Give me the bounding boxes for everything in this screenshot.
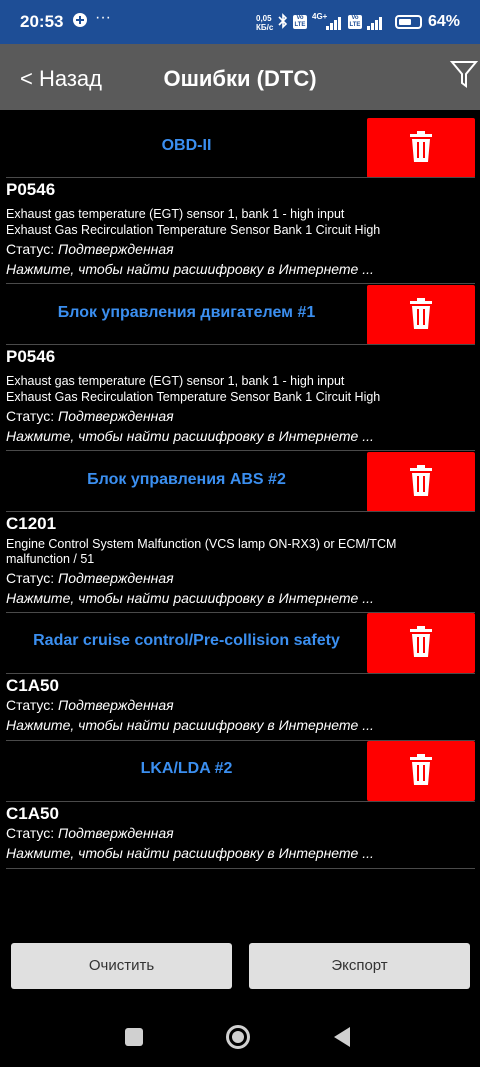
dtc-code: P0546 xyxy=(6,347,56,366)
dtc-description: Exhaust Gas Recirculation Temperature Sensor Bank 1 Circuit High xyxy=(6,390,381,404)
search-online-link[interactable]: Нажмите, чтобы найти расшифровку в Интернете ... xyxy=(6,717,374,733)
dtc-status: Статус: Подтвержденная xyxy=(6,825,174,841)
divider xyxy=(6,283,475,284)
dtc-description: Exhaust Gas Recirculation Temperature Sensor Bank 1 Circuit High xyxy=(6,223,381,237)
trash-icon xyxy=(409,754,433,786)
volte-icon-2: Vo LTE xyxy=(349,15,361,28)
delete-button[interactable] xyxy=(367,118,475,178)
filter-icon[interactable] xyxy=(448,58,480,98)
search-online-link[interactable]: Нажмите, чтобы найти расшифровку в Интернете ... xyxy=(6,845,374,861)
dtc-description: Exhaust gas temperature (EGT) sensor 1, bank 1 - high input xyxy=(6,207,345,221)
status-bar xyxy=(0,0,480,44)
trash-icon xyxy=(409,626,433,658)
divider xyxy=(6,511,475,512)
dtc-code: C1201 xyxy=(6,514,57,533)
dtc-code: P0546 xyxy=(6,180,56,199)
bluetooth-icon xyxy=(278,13,288,32)
clear-button[interactable]: Очистить xyxy=(11,943,232,989)
dtc-status: Статус: Подтвержденная xyxy=(6,697,174,713)
dtc-status: Статус: Подтвержденная xyxy=(6,570,174,586)
recents-button[interactable] xyxy=(125,1028,143,1046)
net-speed: 0,05 КБ/с xyxy=(256,14,274,32)
system-back-button[interactable] xyxy=(334,1027,350,1047)
home-button[interactable] xyxy=(226,1025,250,1049)
dtc-description: Exhaust gas temperature (EGT) sensor 1, bank 1 - high input xyxy=(6,374,345,388)
divider xyxy=(6,801,475,802)
dtc-code: C1A50 xyxy=(6,804,59,823)
trash-icon xyxy=(409,298,433,330)
signal-icon xyxy=(326,16,344,30)
group-header xyxy=(6,285,475,345)
app-notification-icon xyxy=(72,12,88,31)
group-header xyxy=(6,118,475,178)
signal-icon-2 xyxy=(367,16,385,30)
dtc-description: Engine Control System Malfunction (VCS lamp ON-RX3) or ECM/TCM xyxy=(6,537,397,551)
group-header xyxy=(6,613,475,673)
trash-icon xyxy=(409,465,433,497)
search-online-link[interactable]: Нажмите, чтобы найти расшифровку в Интернете ... xyxy=(6,428,374,444)
delete-button[interactable] xyxy=(367,741,475,801)
system-nav-bar xyxy=(0,1010,480,1067)
search-online-link[interactable]: Нажмите, чтобы найти расшифровку в Интернете ... xyxy=(6,590,374,606)
delete-button[interactable] xyxy=(367,613,475,673)
export-button[interactable]: Экспорт xyxy=(249,943,470,989)
trash-icon xyxy=(409,131,433,163)
page-title: Ошибки (DTC) xyxy=(163,66,317,91)
divider xyxy=(6,868,475,869)
group-title: OBD-II xyxy=(161,137,212,154)
back-button[interactable]: < Назад xyxy=(20,66,102,91)
app-bar xyxy=(0,44,480,110)
status-time: 20:53 xyxy=(20,12,64,31)
group-title: Radar cruise control/Pre-collision safety xyxy=(33,632,340,649)
divider xyxy=(6,450,475,451)
group-title: Блок управления ABS #2 xyxy=(87,471,286,488)
group-header xyxy=(6,452,475,512)
delete-button[interactable] xyxy=(367,285,475,345)
divider xyxy=(6,344,475,345)
delete-button[interactable] xyxy=(367,452,475,512)
net-type: 4G+ xyxy=(312,12,328,21)
more-notifications-icon: ··· xyxy=(95,9,111,26)
group-title: Блок управления двигателем #1 xyxy=(57,304,316,321)
volte-icon: Vo LTE xyxy=(294,15,306,28)
search-online-link[interactable]: Нажмите, чтобы найти расшифровку в Интернете ... xyxy=(6,261,374,277)
dtc-status: Статус: Подтвержденная xyxy=(6,241,174,257)
group-header xyxy=(6,741,475,801)
battery-icon xyxy=(395,15,422,29)
divider xyxy=(6,673,475,674)
dtc-code: C1A50 xyxy=(6,676,59,695)
dtc-description: malfunction / 51 xyxy=(6,552,95,566)
divider xyxy=(6,177,475,178)
battery-percent: 64% xyxy=(428,13,461,30)
group-title: LKA/LDA #2 xyxy=(140,760,233,777)
dtc-status: Статус: Подтвержденная xyxy=(6,408,174,424)
